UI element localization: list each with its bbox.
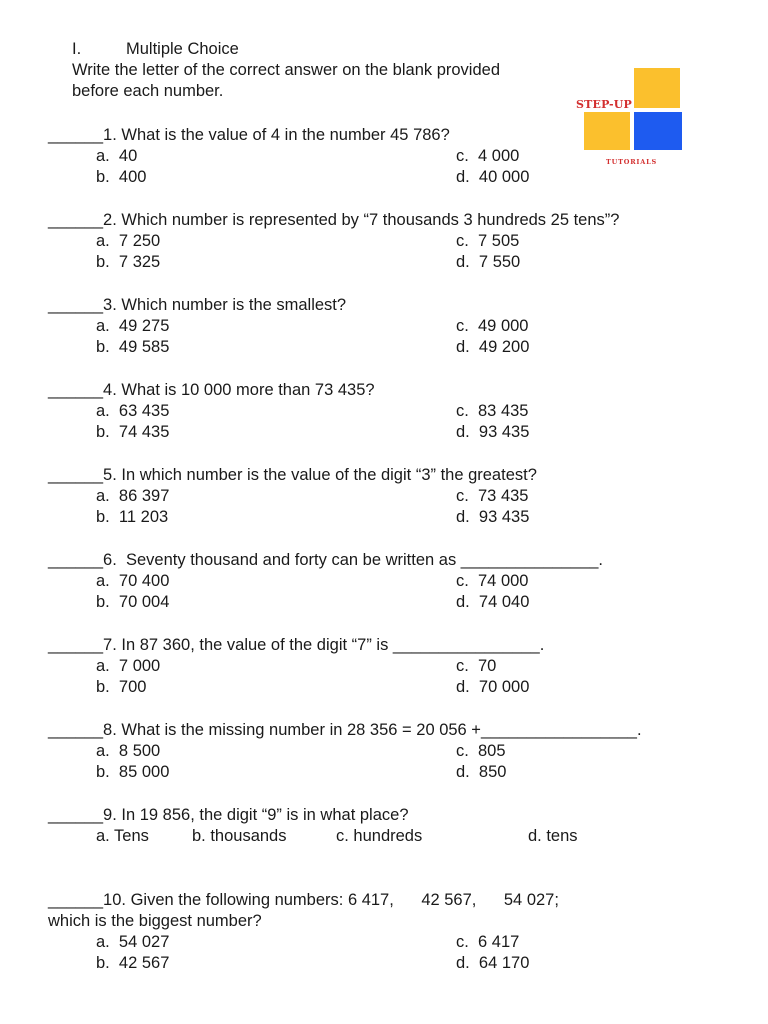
question-text: ______3. Which number is the smallest? [48, 296, 347, 314]
question-text: ______7. In 87 360, the value of the digit “7” is ________________. [48, 636, 545, 654]
question-text: ______1. What is the value of 4 in the number 45 786? [48, 126, 450, 144]
choice-d: d. tens [528, 827, 578, 845]
logo-subtitle: TUTORIALS [606, 158, 657, 166]
section-title-text: Multiple Choice [126, 40, 239, 58]
choice-b: b. 70 004 [96, 593, 170, 611]
question-text: ______5. In which number is the value of the digit “3” the greatest? [48, 466, 537, 484]
choice-a: a. 63 435 [96, 402, 170, 420]
choice-d: d. 70 000 [456, 678, 530, 696]
logo-square-yellow-top [634, 68, 680, 108]
choices [96, 486, 738, 528]
choice-c: c. 7 505 [456, 232, 520, 250]
question-text: ______4. What is 10 000 more than 73 435? [48, 381, 375, 399]
choice-d: d. 64 170 [456, 954, 530, 972]
choice-d: d. 7 550 [456, 253, 521, 271]
choices [96, 316, 738, 358]
choice-d: d. 93 435 [456, 423, 530, 441]
choice-a: a. 8 500 [96, 742, 161, 760]
choice-b: b. 42 567 [96, 954, 170, 972]
choices [96, 741, 738, 783]
question-text: ______6. Seventy thousand and forty can be written as _______________. [48, 551, 604, 569]
question-3 [48, 295, 738, 358]
question-text: ______8. What is the missing number in 28 356 = 20 056 +_________________. [48, 721, 642, 739]
section-title [72, 39, 532, 60]
choice-d: d. 49 200 [456, 338, 530, 356]
question-2 [48, 210, 738, 273]
question-text: ______9. In 19 856, the digit “9” is in what place? [48, 806, 409, 824]
question-9 [48, 805, 738, 847]
choice-d: d. 40 000 [456, 168, 530, 186]
question-5 [48, 465, 738, 528]
question-8 [48, 720, 738, 783]
choice-c: c. 805 [456, 742, 506, 760]
choice-a: a. 86 397 [96, 487, 170, 505]
question-text-continued: which is the biggest number? [48, 912, 262, 930]
choice-d: d. 74 040 [456, 593, 530, 611]
worksheet-header [72, 39, 532, 102]
section-number: I. [72, 40, 82, 58]
logo-brand: STEP-UP [576, 98, 633, 111]
question-4 [48, 380, 738, 443]
choice-b: b. 85 000 [96, 763, 170, 781]
choice-c: c. 6 417 [456, 933, 520, 951]
choices [96, 656, 738, 698]
choice-b: b. 7 325 [96, 253, 161, 271]
choice-b: b. 700 [96, 678, 147, 696]
choice-a: a. 40 [96, 147, 138, 165]
choice-a: a. 7 000 [96, 657, 161, 675]
choices [96, 932, 738, 974]
instructions: Write the letter of the correct answer on the blank provided before each number. [72, 61, 501, 100]
choice-b: b. 11 203 [96, 508, 169, 526]
question-10 [48, 890, 738, 974]
choice-c: c. hundreds [336, 827, 423, 845]
choices [96, 231, 738, 273]
choice-b: b. 74 435 [96, 423, 170, 441]
choice-b: b. thousands [192, 827, 287, 845]
choice-a: a. 7 250 [96, 232, 161, 250]
choice-c: c. 83 435 [456, 402, 529, 420]
choice-a: a. 54 027 [96, 933, 170, 951]
question-7 [48, 635, 738, 698]
choice-c: c. 73 435 [456, 487, 529, 505]
question-text: ______10. Given the following numbers: 6 417, 42 567, 54 027; [48, 891, 559, 909]
choice-a: a. 70 400 [96, 572, 170, 590]
choice-d: d. 850 [456, 763, 507, 781]
choice-c: c. 49 000 [456, 317, 529, 335]
question-1 [48, 125, 738, 188]
choice-c: c. 70 [456, 657, 497, 675]
choice-c: c. 4 000 [456, 147, 520, 165]
question-6 [48, 550, 738, 613]
choices [96, 826, 738, 847]
question-text: ______2. Which number is represented by “7 thousands 3 hundreds 25 tens”? [48, 211, 620, 229]
choice-d: d. 93 435 [456, 508, 530, 526]
choices [96, 401, 738, 443]
choice-a: a. 49 275 [96, 317, 170, 335]
question-list [48, 125, 738, 996]
choices [96, 571, 738, 613]
choice-c: c. 74 000 [456, 572, 529, 590]
choice-a: a. Tens [96, 827, 149, 845]
choice-b: b. 49 585 [96, 338, 170, 356]
choices [96, 146, 738, 188]
choice-b: b. 400 [96, 168, 147, 186]
